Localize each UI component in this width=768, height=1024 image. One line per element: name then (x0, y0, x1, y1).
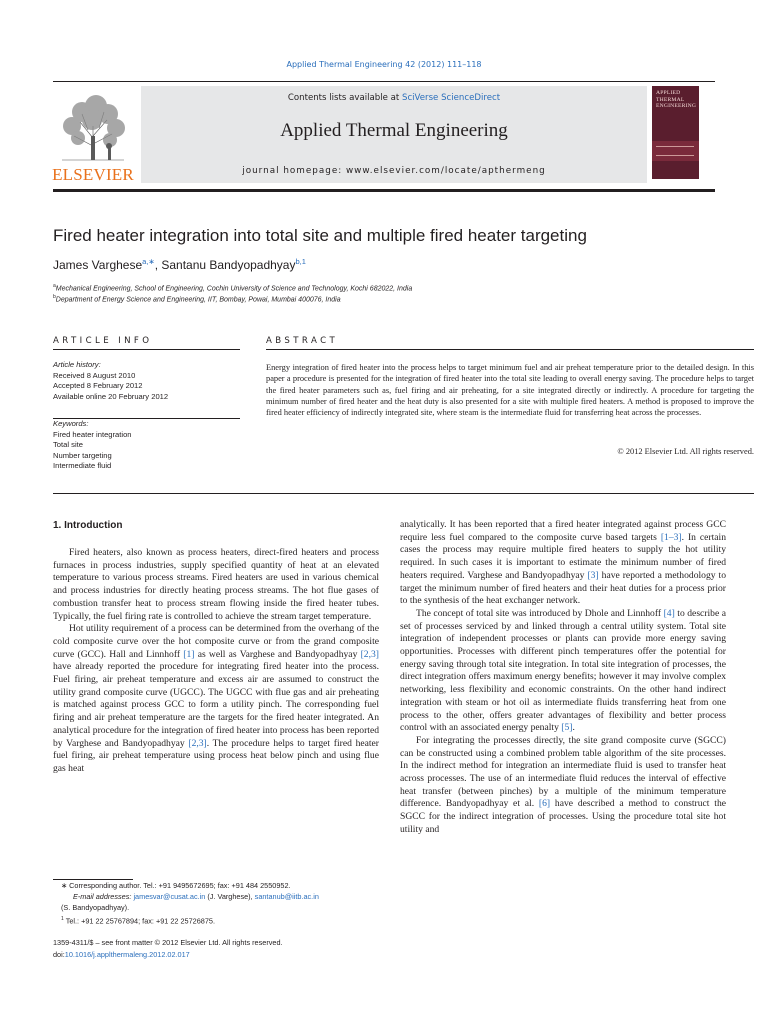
email-link[interactable]: jamesvar@cusat.ac.in (133, 892, 206, 901)
abstract-rule (266, 349, 754, 350)
body-paragraph (400, 608, 726, 735)
text-run: . In certain cases the process may require multiple fired heaters to supply the hot utility required. In such cases it is important to estimate the minimum number of fired heaters required. Varghese and Bandyopadhyay (400, 531, 726, 581)
keywords-label: Keywords: (53, 419, 89, 428)
author-name: Santanu Bandyopadhyay (161, 258, 296, 272)
keyword: Number targeting (53, 450, 112, 460)
online-date: Available online 20 February 2012 (53, 391, 169, 401)
email-label: E-mail addresses: (73, 892, 132, 901)
body-right-column (400, 519, 726, 837)
front-matter (53, 937, 383, 960)
author-separator: , (154, 258, 162, 272)
citation-link[interactable]: [2,3] (360, 648, 379, 660)
email-link[interactable]: santanub@iitb.ac.in (254, 892, 319, 901)
sciencedirect-link[interactable]: SciVerse ScienceDirect (401, 93, 501, 103)
doi-label: doi: (53, 949, 65, 959)
article-history (53, 360, 240, 402)
email-owner: (J. Varghese), (205, 892, 255, 901)
affiliation-mark: b (53, 294, 56, 300)
affiliation-b (53, 294, 733, 303)
history-label: Article history: (53, 360, 101, 369)
cover-lines (656, 146, 694, 156)
keyword: Intermediate fluid (53, 461, 112, 470)
contents-line (141, 93, 647, 103)
doi-line (53, 949, 383, 961)
body-paragraph (400, 735, 726, 837)
abstract-heading: ABSTRACT (266, 336, 339, 346)
affiliation-mark: a (53, 283, 56, 289)
body-paragraph (400, 519, 726, 608)
abstract-copyright: © 2012 Elsevier Ltd. All rights reserved. (617, 447, 754, 456)
journal-homepage[interactable]: journal homepage: www.elsevier.com/locate/apthermeng (242, 166, 546, 176)
author-name: James Varghese (53, 258, 143, 272)
journal-title: Applied Thermal Engineering (280, 120, 508, 141)
body-left-column (53, 547, 379, 776)
citation-link[interactable]: [3] (587, 569, 599, 581)
section-heading-introduction: 1. Introduction (53, 520, 123, 531)
cover-title: APPLIED THERMAL ENGINEERING (656, 90, 697, 110)
journal-cover-thumbnail (652, 86, 699, 179)
keywords-block (53, 419, 240, 472)
footnote-email-owner: (S. Bandyopadhyay). (61, 903, 130, 912)
article-info-heading: ARTICLE INFO (53, 336, 153, 346)
footnote-emails (53, 892, 383, 902)
header-bottom-rule (53, 189, 715, 192)
contents-prefix: Contents lists available at (287, 93, 402, 103)
citation-link[interactable]: [4] (663, 607, 675, 619)
citation-link[interactable]: [1] (183, 648, 195, 660)
citation-link[interactable]: [1–3] (660, 531, 682, 543)
footnote-corresponding (53, 881, 383, 891)
text-run: For integrating the processes directly, the site grand composite curve (SGCC) can be constructed using a combined problem table algorithm of the site processes. In the indirect method for integration an intermediate fluid is used to transfer heat across processes. The use of an intermediate fluid reduces the interval of effective heat transfer (between pinches) by a multiple of the minimum temperature difference. Bandyopadhyay et al. (400, 734, 726, 810)
text-run: have described a method to construct the SGCC for the indirect integration of processes. Using the procedure total site hot utility and (400, 798, 726, 835)
received-date: Received 8 August 2010 (53, 370, 136, 380)
text-run: The concept of total site was introduced by Dhole and Linnhoff (416, 607, 664, 619)
footnote-text: Corresponding author. Tel.: +91 9495672695; fax: +91 484 2550952. (69, 881, 291, 890)
text-run: Hot utility requirement of a process can be determined from the overhang of the cold composite curve over the hot composite curve or from the grand composite curve (GCC). Hall and Linnhoff (53, 623, 379, 660)
footnote-text: Tel.: +91 22 25767894; fax: +91 22 25726875. (65, 916, 215, 926)
footnote-mark: ∗ (61, 881, 68, 890)
issn-line: 1359-4311/$ – see front matter © 2012 Elsevier Ltd. All rights reserved. (53, 938, 283, 947)
text-run: to describe a set of processes serviced by and linked through a central utility system. Total site integration of independent processes or plants can provide more energy saving opportunities. Processes with different pinch temperatures offer the potential for energy saving through total site integration. In total site integration of processes, the direct integration offers maximum energy benefits; however it may involve complex networking, less flexibility and economic constraints. On the other hand indirect integration with steam or hot oil as intermediate fluids transferring heat from one process to the other, offers greater advantages of flexibility and better process control with an associated energy penalty (400, 607, 726, 734)
abstract-text: Energy integration of fired heater into the process helps to target minimum fuel and air preheat temperature prior to the detailed design. In this paper a procedure is presented for the integration of fired heater into the total site leading to overall energy saving. The procedure helps to target the fired heater parameters such as, fuel firing and air preheating, for a site integrated directly or indirectly. A procedure for targeting the minimum number of fired heater and the heat duty is also presented for a site with multiple fired heaters. A method is proposed to improve the fired heater efficiency of indirectly integrated site, where steam is the intermediate fluid for transferring heat across the processes. (266, 363, 754, 418)
article-info-rule (53, 349, 240, 350)
keyword: Fired heater integration (53, 429, 132, 439)
accepted-date: Accepted 8 February 2012 (53, 381, 143, 390)
citation-link[interactable]: [5] (561, 722, 573, 734)
footnote-telephone (53, 914, 383, 927)
text-run: analytically. It has been reported that a fired heater integrated against process GCC require less fuel compared to the composite curve based targets (400, 519, 726, 543)
text-run: have reported a methodology to target the minimum number of fired heaters and their heat duties for a process prior to the synthesis of the heat exchanger network. (400, 569, 727, 607)
affiliation-text: Mechanical Engineering, School of Engineering, Cochin University of Science and Technology, Kochi 682022, India (55, 285, 413, 293)
elsevier-wordmark: ELSEVIER (52, 165, 134, 184)
text-run: . The procedure helps to target fired heater fuel firing, air preheat temperature using process heat below pinch and using flue gas heat (53, 737, 380, 774)
text-run: as well as Varghese and Bandyopadhyay (194, 648, 361, 660)
text-run: . (572, 722, 575, 734)
footnote-mark: 1 (61, 916, 64, 922)
abstract-end-rule (53, 493, 754, 494)
paper-title: Fired heater integration into total site and multiple fired heater targeting (53, 226, 587, 245)
text-run: have already reported the procedure for integrating fired heater into the process. Fuel firing, air preheat temperature and excess air are assumed to construct the utility grand composite curve (UGCC). The UGCC with flue gas and air preheating is matched against process GCC to form a utility pinch. The corresponding fuel firing and air preheat temperature are the targets for the fired heater integrated. An analytical procedure for the integration of fired heater into process has been reported by Varghese and Bandyopadhyay (53, 661, 379, 749)
header-top-rule (53, 81, 715, 82)
author-marks[interactable]: b,1 (295, 257, 306, 266)
affiliation-a (53, 283, 733, 292)
body-paragraph: Fired heaters, also known as process heaters, direct-fired heaters and process furnaces in process industries, supply specified quantity of heat at an elevated temperature to various process streams. Fired heaters are used in various chemical and process industries for directly heating process streams. The hot flue gases of combustion transfer heat to process stream flowing inside the fired heater tubes. Typically, the fuel firing rate is controlled to achieve the stream target temperature. (53, 547, 379, 622)
body-paragraph (53, 623, 379, 775)
doi-link[interactable]: 10.1016/j.applthermaleng.2012.02.017 (64, 949, 190, 959)
keyword: Total site (53, 440, 83, 449)
journal-citation[interactable]: Applied Thermal Engineering 42 (2012) 111–118 (286, 60, 482, 69)
author-list (53, 257, 733, 272)
author-marks[interactable]: a,∗ (142, 257, 155, 266)
citation-link[interactable]: [6] (538, 798, 551, 810)
citation-link[interactable]: [2,3] (188, 737, 207, 749)
affiliation-text: Department of Energy Science and Engineering, IIT, Bombay, Powai, Mumbai 400076, India (55, 296, 341, 304)
footnote-rule (53, 879, 133, 880)
